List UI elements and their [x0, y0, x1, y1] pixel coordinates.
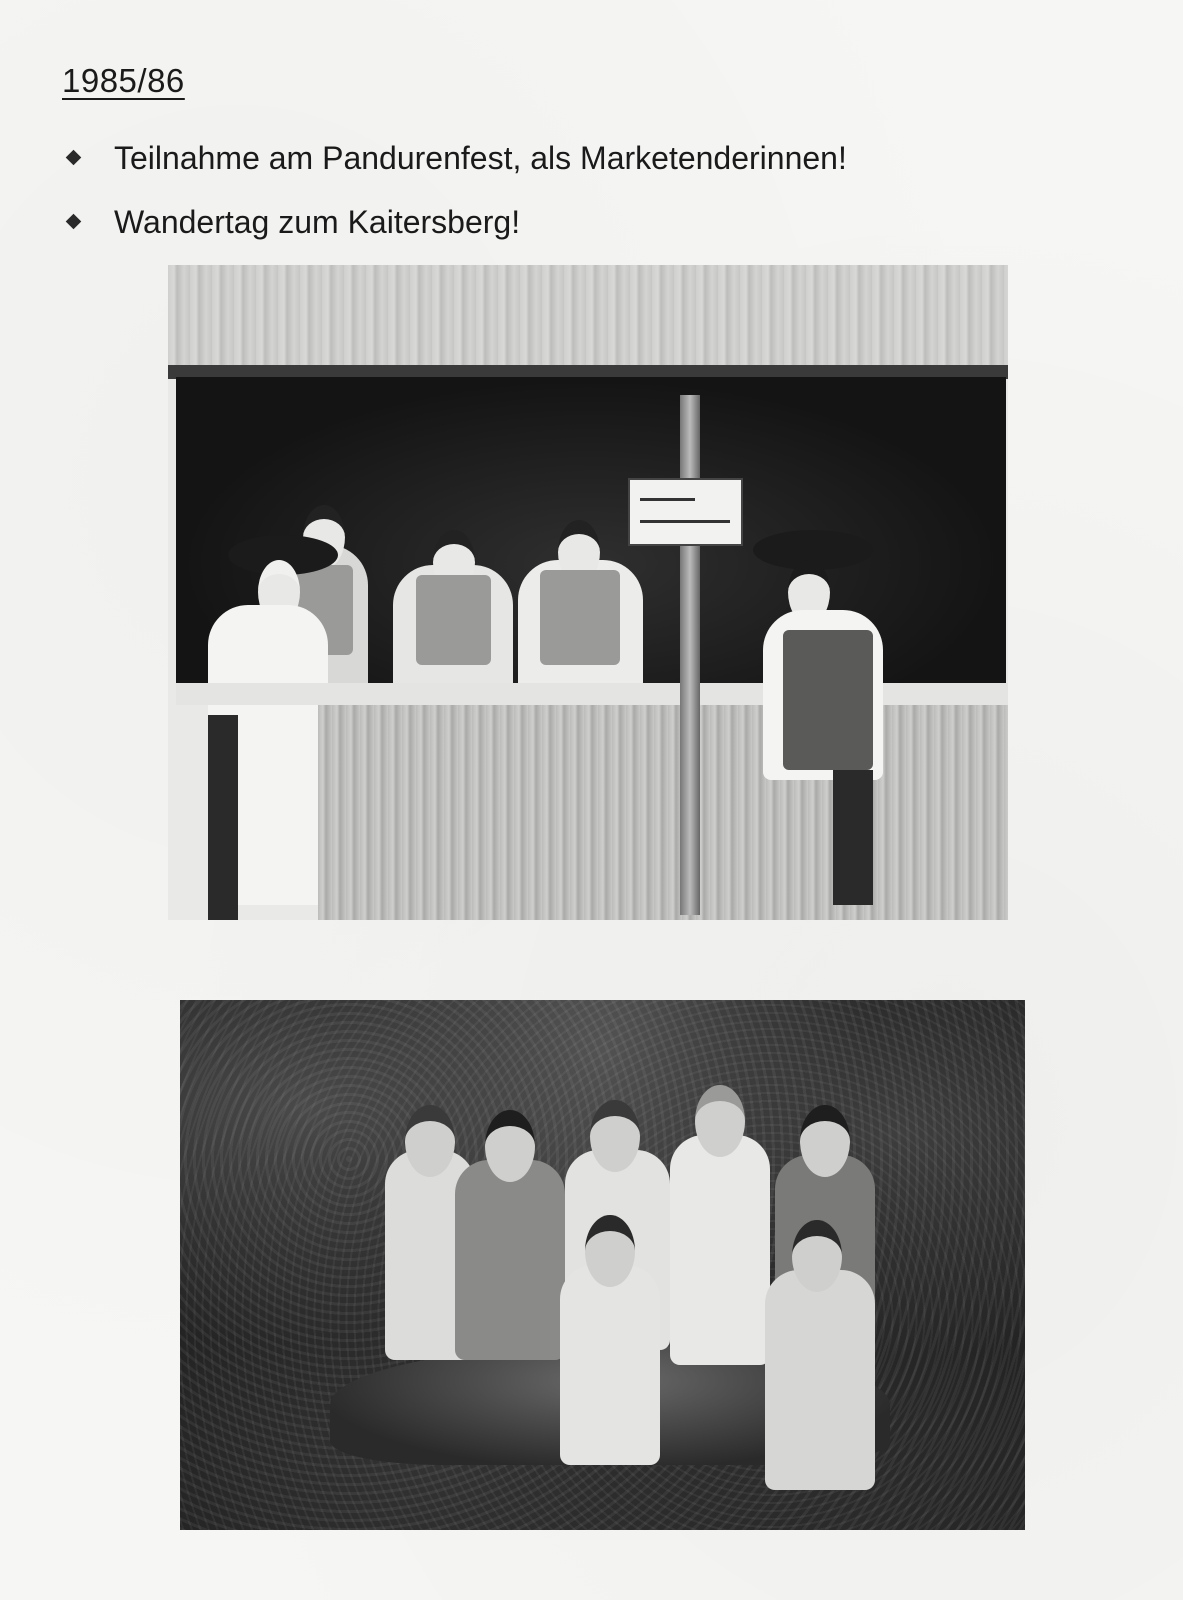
person-vest — [416, 575, 491, 665]
hiker-head — [405, 1105, 455, 1177]
diamond-bullet-icon — [66, 150, 82, 166]
counter-top — [176, 683, 1008, 705]
counter-front — [318, 705, 1008, 920]
bullet-list — [62, 136, 847, 264]
hiker-figure — [670, 1135, 770, 1365]
page-heading: 1985/86 — [62, 62, 185, 99]
person-vest — [540, 570, 620, 665]
list-item — [62, 200, 847, 264]
photo-market-stall — [168, 265, 1008, 920]
hiker-head — [590, 1100, 640, 1172]
person-skirt — [208, 715, 238, 920]
hiker-head — [800, 1105, 850, 1177]
hiker-figure — [455, 1160, 565, 1360]
photo-hiking-group — [180, 1000, 1025, 1530]
stall-roof — [168, 265, 1008, 375]
stall-post — [680, 395, 700, 915]
hiker-head — [792, 1220, 842, 1292]
hiker-head — [585, 1215, 635, 1287]
diamond-bullet-icon — [66, 214, 82, 230]
list-item-text: Wandertag zum Kaitersberg! — [114, 204, 521, 240]
list-item — [62, 136, 847, 200]
stall-sign — [628, 478, 743, 546]
hiker-head — [485, 1110, 535, 1182]
hiker-figure — [560, 1265, 660, 1465]
hiker-head — [695, 1085, 745, 1157]
person-trousers — [833, 770, 873, 905]
hiker-figure — [765, 1270, 875, 1490]
person-vest — [783, 630, 873, 770]
list-item-text: Teilnahme am Pandurenfest, als Marketenderinnen! — [114, 140, 847, 176]
